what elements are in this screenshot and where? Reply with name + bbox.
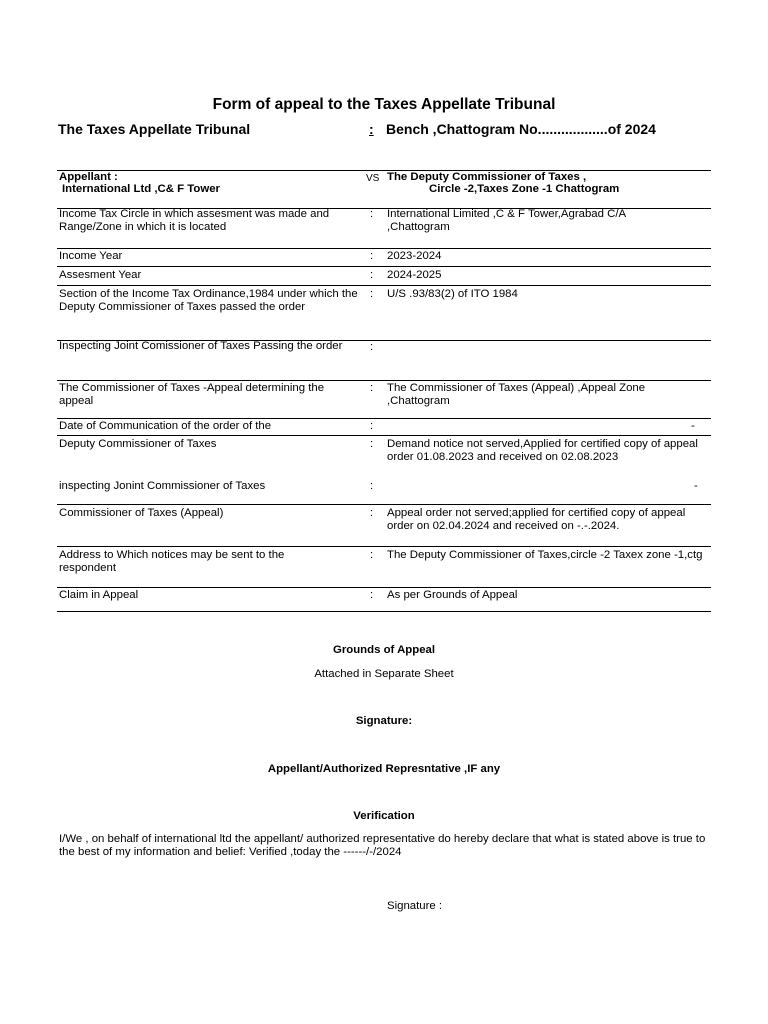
row-colon: : <box>370 589 374 601</box>
divider <box>57 266 711 267</box>
row-label: Income Year <box>59 250 123 262</box>
verification-text: I/We , on behalf of international ltd the appellant/ authorized representative do hereby declare that what is stated above is true to the best of my information and belief: Verified ,today the ------/-/2024 <box>59 833 706 858</box>
divider <box>57 248 711 249</box>
row-colon: : <box>370 288 374 300</box>
row-colon: : <box>370 208 374 220</box>
row-colon: : <box>370 341 374 353</box>
divider <box>57 170 711 171</box>
row-label: Deputy Commissioner of Taxes <box>59 438 217 450</box>
respondent-line-2: Circle -2,Taxes Zone -1 Chattogram <box>429 183 620 195</box>
row-colon: : <box>370 480 374 492</box>
appellant-label: Appellant : <box>59 171 118 183</box>
row-dash: - <box>694 480 698 492</box>
row-colon: : <box>370 549 374 561</box>
row-label: Address to Which notices may be sent to the respondent <box>59 549 285 574</box>
row-label: inspecting Jonint Commissioner of Taxes <box>59 480 266 492</box>
form-title: Form of appeal to the Taxes Appellate Tribunal <box>212 96 556 113</box>
row-label: Section of the Income Tax Ordinance,1984 under which the Deputy Commissioner of Taxes passed the order <box>59 288 358 313</box>
row-value: International Limited ,C & F Tower,Agrabad C/A ,Chattogram <box>387 208 626 233</box>
row-value: U/S .93/83(2) of ITO 1984 <box>387 288 518 300</box>
row-label: Inspecting Joint Comissioner of Taxes Passing the order <box>59 340 343 352</box>
divider <box>57 285 711 286</box>
verification-heading: Verification <box>353 810 415 822</box>
row-label: Commissioner of Taxes (Appeal) <box>59 507 224 519</box>
row-label: Claim in Appeal <box>59 589 139 601</box>
row-value: 2023-2024 <box>387 250 442 262</box>
row-value: The Commissioner of Taxes (Appeal) ,Appeal Zone ,Chattogram <box>387 382 646 407</box>
row-value: 2024-2025 <box>387 269 442 281</box>
row-colon: : <box>370 507 374 519</box>
row-label: Assesment Year <box>59 269 142 281</box>
divider <box>57 418 711 419</box>
row-value: Demand notice not served,Applied for certified copy of appeal order 01.08.2023 and received on 02.08.2023 <box>387 438 698 463</box>
row-colon: : <box>370 269 374 281</box>
grounds-text: Attached in Separate Sheet <box>314 668 454 680</box>
bench-number: Bench ,Chattogram No..................of 2024 <box>386 121 656 137</box>
divider <box>57 504 711 505</box>
header-colon: : <box>369 121 374 137</box>
row-colon: : <box>370 420 374 432</box>
row-label: The Commissioner of Taxes -Appeal determining the appeal <box>59 382 325 407</box>
signature-label: Signature: <box>355 715 413 727</box>
row-value: The Deputy Commissioner of Taxes,circle -2 Taxex zone -1,ctg <box>387 549 703 561</box>
row-value: As per Grounds of Appeal <box>387 589 518 601</box>
respondent-line-1: The Deputy Commissioner of Taxes , <box>387 171 587 183</box>
representative-label: Appellant/Authorized Represntative ,IF any <box>267 763 501 775</box>
divider <box>57 380 711 381</box>
divider <box>57 435 711 436</box>
row-colon: : <box>370 438 374 450</box>
row-label: Date of Communication of the order of the <box>59 420 272 432</box>
divider <box>57 611 711 612</box>
divider <box>57 546 711 547</box>
row-dash: - <box>691 420 695 432</box>
versus-label: VS <box>366 173 380 184</box>
row-colon: : <box>370 382 374 394</box>
row-colon: : <box>370 250 374 262</box>
row-value: Appeal order not served;applied for certified copy of appeal order on 02.04.2024 and received on -.-.2024. <box>387 507 686 532</box>
row-label: Income Tax Circle in which assesment was made and Range/Zone in which it is located <box>59 208 330 233</box>
grounds-heading: Grounds of Appeal <box>332 644 436 656</box>
appellant-name: International Ltd ,C& F Tower <box>62 183 220 195</box>
divider <box>57 587 711 588</box>
tribunal-name: The Taxes Appellate Tribunal <box>58 121 251 137</box>
signature-label-bottom: Signature : <box>387 900 443 912</box>
